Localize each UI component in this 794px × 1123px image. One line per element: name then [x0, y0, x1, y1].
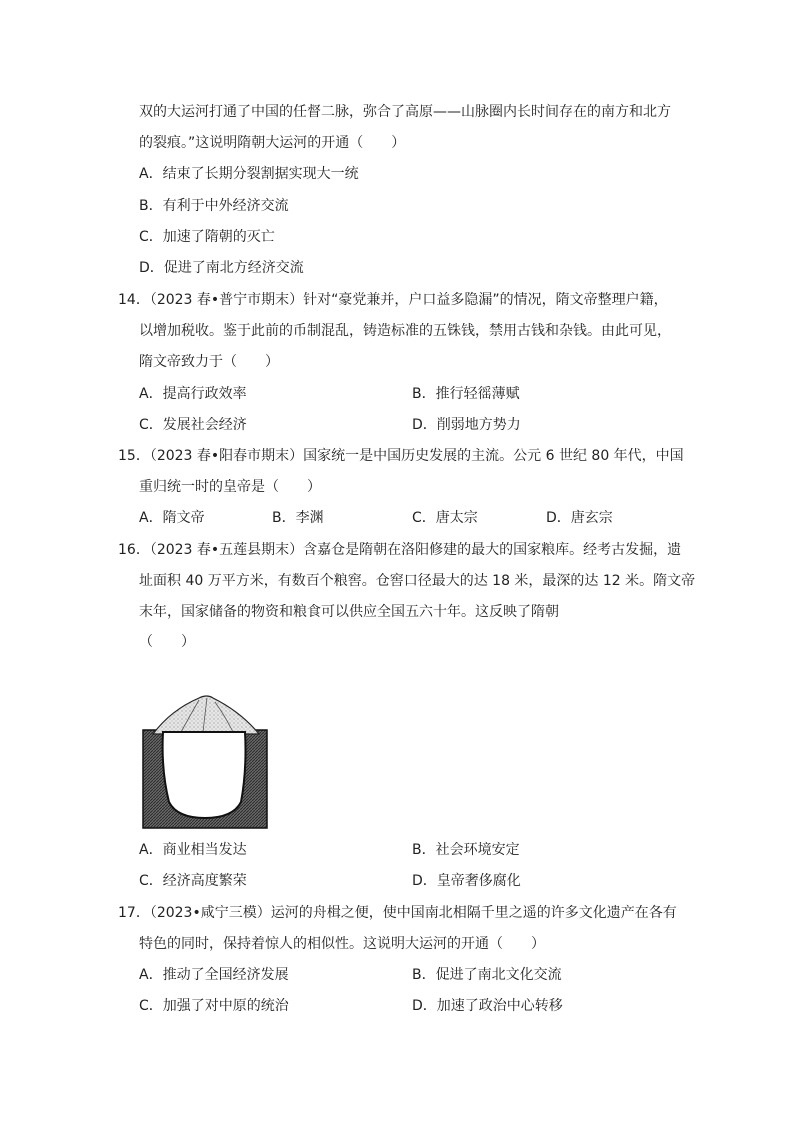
q13-option-d: D．促进了南北方经济交流: [139, 260, 304, 276]
q16-stem-line2: 址面积 40 万平方米，有数百个粮窖。仓窖口径最大的达 18 米，最深的达 12 米。隋文帝: [139, 573, 696, 589]
q17-stem-line1: 17．（2023•咸宁三模）运河的舟楫之便，使中国南北相隔千里之遥的许多文化遗产在各有: [118, 905, 677, 921]
q15-stem-line1: 15．（2023 春•阳春市期末）国家统一是中国历史发展的主流。公元 6 世纪 80 年代，中国: [118, 448, 684, 464]
q15-option-a: A．隋文帝: [139, 510, 205, 526]
q17-option-c: C．加强了对中原的统治: [139, 998, 289, 1014]
q15-option-d: D．唐玄宗: [546, 510, 613, 526]
q13-option-b: B．有利于中外经济交流: [139, 198, 289, 214]
q16-option-d: D．皇帝奢侈腐化: [412, 873, 521, 889]
q13-option-c: C．加速了隋朝的灭亡: [139, 229, 275, 245]
q14-option-c: C．发展社会经济: [139, 417, 247, 433]
q15-option-b: B．李渊: [272, 510, 324, 526]
q15-option-c: C．唐太宗: [412, 510, 478, 526]
q14-option-a: A．提高行政效率: [139, 386, 247, 402]
q17-option-d: D．加速了政治中心转移: [412, 998, 563, 1014]
q16-stem-line1: 16．（2023 春•五莲县期末）含嘉仓是隋朝在洛阳修建的最大的国家粮库。经考古发掘，遗: [118, 542, 682, 558]
q14-stem-line2: 以增加税收。鉴于此前的币制混乱，铸造标准的五铢钱，禁用古钱和杂钱。由此可见，: [139, 323, 671, 339]
q15-stem-line2: 重归统一时的皇帝是（ ）: [139, 479, 321, 495]
q14-stem-line3: 隋文帝致力于（ ）: [139, 354, 279, 370]
granary-pit-illustration: [141, 690, 269, 830]
q14-stem-line1: 14．（2023 春•普宁市期末）针对“豪党兼并，户口益多隐漏”的情况，隋文帝整理户籍，: [118, 292, 668, 308]
q16-option-c: C．经济高度繁荣: [139, 873, 247, 889]
q14-option-b: B．推行轻徭薄赋: [412, 386, 520, 402]
q17-stem-line2: 特色的同时，保持着惊人的相似性。这说明大运河的开通（ ）: [139, 936, 545, 952]
q16-option-a: A．商业相当发达: [139, 842, 247, 858]
q16-option-b: B．社会环境安定: [412, 842, 520, 858]
q13-option-a: A．结束了长期分裂割据实现大一统: [139, 166, 359, 182]
q17-option-b: B．促进了南北文化交流: [412, 967, 562, 983]
q16-stem-line3: 末年，国家储备的物资和粮食可以供应全国五六十年。这反映了隋朝: [139, 604, 559, 620]
q17-option-a: A．推动了全国经济发展: [139, 967, 289, 983]
q13-stem-line1: 双的大运河打通了中国的任督二脉，弥合了高原——山脉圈内长时间存在的南方和北方: [139, 104, 671, 120]
q14-option-d: D．削弱地方势力: [412, 417, 521, 433]
q16-stem-line4: （ ）: [139, 634, 195, 650]
q13-stem-line2: 的裂痕。”这说明隋朝大运河的开通（ ）: [139, 135, 406, 151]
